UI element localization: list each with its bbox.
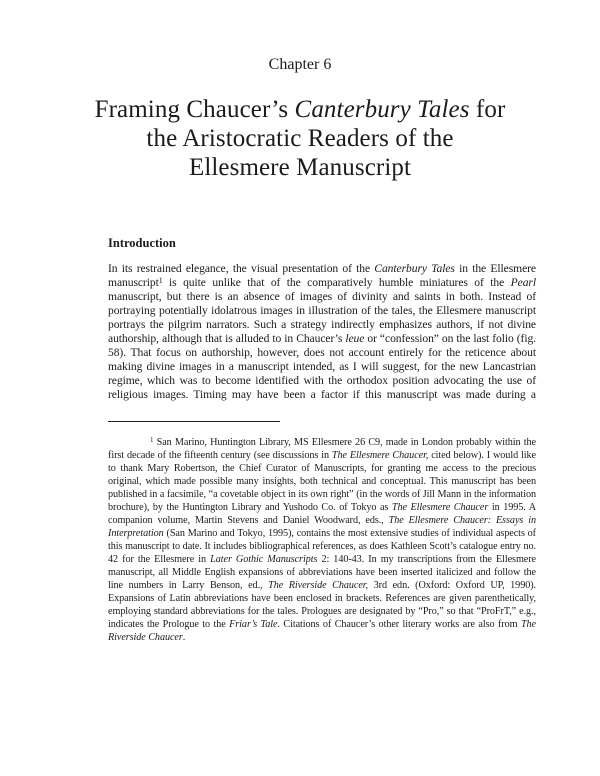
chapter-title-line-3: Ellesmere Manuscript <box>188 154 412 181</box>
chapter-label: Chapter 6 <box>268 56 332 73</box>
chapter-title-line-1: Framing Chaucer’s Canterbury Tales for <box>94 96 506 123</box>
chapter-title <box>0 95 600 182</box>
body-paragraph: In its restrained elegance, the visual presentation of the Canterbury Tales in the Ellesmere manuscript$^1$ is quite unlike that of the comparatively humble miniatures of the Pearl manuscript, but there is an absence of images of divinity and saints in both. Instead of portraying potentially idolatrous images in illustration of the tales, the Ellesmere manuscript portrays the pilgrim narrators. Such a strategy indirectly emphasizes authors, if not divine authorship, although that is alluded to in Chaucer’s leue or “confession” on the last folio (fig. 58). That focus on authorship, however, does not account entirely for the reticence about making divine images in a manuscript intended, as I will suggest, for the new Lancastrian regime, which was to become identified with the orthodox position advocating the use of religious images. Timing may have been a factor if this manuscript was made during a <box>108 262 537 401</box>
footnote-separator-rule <box>108 421 280 422</box>
chapter-title-line-2: the Aristocratic Readers of the <box>146 125 454 152</box>
footnote-text: $^1$ San Marino, Huntington Library, MS Ellesmere 26 C9, made in London probably within the first decade of the fifteenth century (see discussions in The Ellesmere Chaucer, cited below). I would like to thank Mary Robertson, the Chief Curator of Manuscripts, for granting me access to the precious original, which made possible many insights, both technical and conceptual. This manuscript has been published in a facsimile, “a covetable object in its own right” (in the words of Jill Mann in the information brochure), by the Huntington Library and Yushodo Co. of Tokyo as The Ellesmere Chaucer in 1995. A companion volume, Martin Stevens and Daniel Woodward, eds., The Ellesmere Chaucer: Essays in Interpretation (San Marino and Tokyo, 1995), contains the most extensive studies of individual aspects of this manuscript to date. It includes bibliographical references, as does Kathleen Scott’s catalogue entry no. 42 for the Ellesmere in Later Gothic Manuscripts 2: 140-43. In my transcriptions from the Ellesmere manuscript, all Middle English expansions of abbreviations have been inserted italicized and follow the line numbers in Larry Benson, ed., The Riverside Chaucer, 3rd edn. (Oxford: Oxford UP, 1990). Expansions of Latin abbreviations have been enclosed in brackets. References are given parenthetically, employing standard abbreviations for the tales. Prologues are designated by “Pro,” so that “ProFrT,” e.g., indicates the Prologue to the Friar’s Tale. Citations of Chaucer’s other literary works are also from The Riverside Chaucer. <box>108 437 537 643</box>
section-heading-introduction: Introduction <box>108 236 176 250</box>
